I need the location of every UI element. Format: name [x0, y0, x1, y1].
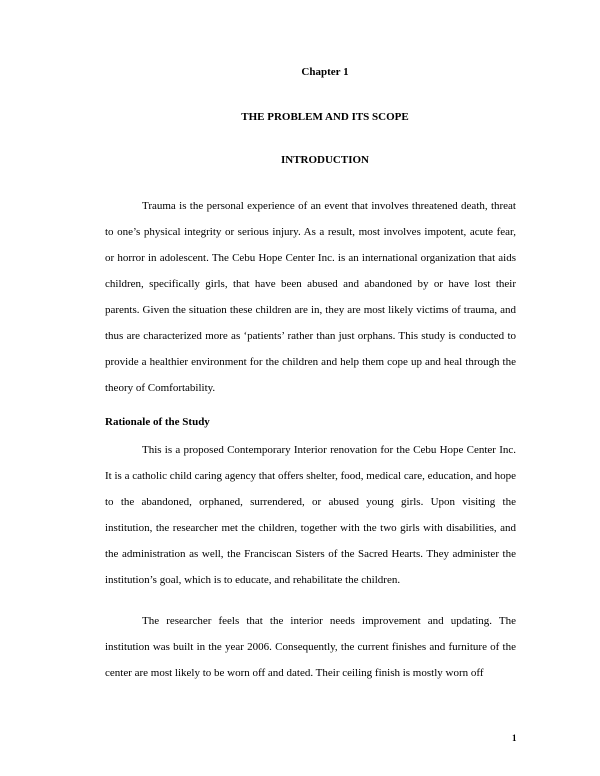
chapter-label: Chapter 1 — [301, 66, 349, 78]
rationale-paragraph-1: This is a proposed Contemporary Interior renovation for the Cebu Hope Center Inc. It is a catholic child caring agency that offers shelter, food, medical care, education, and hope to the abandoned, orphaned, surrendered, or abused young girls. Upon visiting the institution, the researcher met the children, together with the two girls with disabilities, and the administration as well, the Franciscan Sisters of the Sacred Hearts. They administer the institution’s goal, which is to educate, and rehabilitate the children. — [105, 444, 516, 586]
subheading-rationale: Rationale of the Study — [105, 416, 210, 428]
page-number: 1 — [512, 733, 517, 743]
intro-paragraph: Trauma is the personal experience of an event that involves threatened death, threat to one’s physical integrity or serious injury. As a result, most involves impotent, acute fear, or horror in adolescent. The Cebu Hope Center Inc. is an international organization that aids children, specifically girls, that have been abused and abandoned by or have lost their parents. Given the situation these children are in, they are most likely victims of trauma, and thus are characterized more as ‘patients’ rather than just orphans. This study is conducted to provide a healthier environment for the children and help them cope up and heal through the theory of Comfortability. — [105, 200, 516, 394]
rationale-paragraph-2: The researcher feels that the interior needs improvement and updating. The institution was built in the year 2006. Consequently, the current finishes and furniture of the center are most likely to be worn off and dated. Their ceiling finish is mostly worn off — [105, 615, 516, 679]
chapter-title: THE PROBLEM AND ITS SCOPE — [241, 111, 409, 123]
section-heading-introduction: INTRODUCTION — [280, 154, 369, 166]
